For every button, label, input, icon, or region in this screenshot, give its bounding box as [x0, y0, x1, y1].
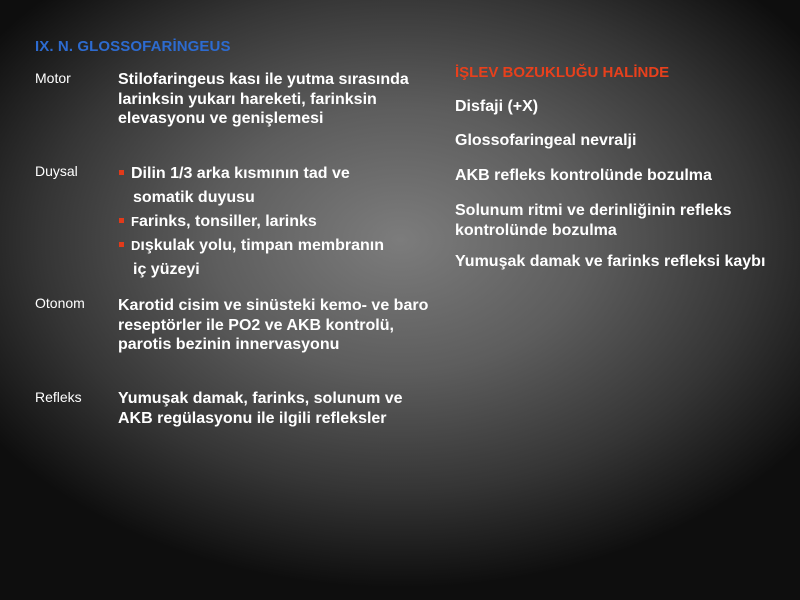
dysfunction-item-1: Disfaji (+X) [455, 98, 539, 115]
dysfunction-item-4: Solunum ritmi ve derinliğinin refleks kontrolünde bozulma [455, 202, 732, 239]
duysal-bullet-3 [118, 234, 438, 282]
row-label-otonom: Otonom [35, 295, 85, 311]
duysal-bullet-2 [118, 210, 438, 234]
bullet-square-icon [119, 218, 124, 223]
bullet-first-letter: F [131, 214, 139, 229]
bullet-text-continued: somatik duyusu [133, 189, 255, 206]
bullet-square-icon [119, 242, 124, 247]
bullet-text: arinks, tonsiller, larinks [138, 213, 317, 230]
row-text-refleks: Yumuşak damak, farinks, solunum ve AKB regülasyonu ile ilgili refleksler [118, 390, 403, 427]
bullet-text-continued: iç yüzeyi [133, 261, 200, 278]
row-label-motor: Motor [35, 70, 71, 86]
duysal-bullet-1 [118, 162, 438, 210]
dysfunction-item-5: Yumuşak damak ve farinks refleksi kaybı [455, 253, 766, 270]
row-label-refleks: Refleks [35, 389, 82, 405]
bullet-square-icon [119, 170, 124, 175]
row-text-motor: Stilofaringeus kası ile yutma sırasında larinksin yukarı hareketi, farinksin elevasyonu ve genişlemesi [118, 71, 409, 127]
slide-title: IX. N. GLOSSOFARİNGEUS [35, 38, 231, 55]
dysfunction-item-2: Glossofaringeal nevralji [455, 132, 637, 149]
bullet-first-letter: D [131, 238, 141, 253]
row-text-otonom: Karotid cisim ve sinüsteki kemo- ve baro reseptörler ile PO2 ve AKB kontrolü, parotis bezinin innervasyonu [118, 297, 429, 353]
bullet-text: Dilin 1/3 arka kısmının tad ve [131, 165, 350, 182]
row-label-duysal: Duysal [35, 163, 78, 179]
duysal-bullet-list [118, 162, 438, 282]
dysfunction-item-3: AKB refleks kontrolünde bozulma [455, 167, 712, 184]
bullet-text: ışkulak yolu, timpan membranın [140, 237, 385, 254]
dysfunction-heading: İŞLEV BOZUKLUĞU HALİNDE [455, 64, 670, 81]
